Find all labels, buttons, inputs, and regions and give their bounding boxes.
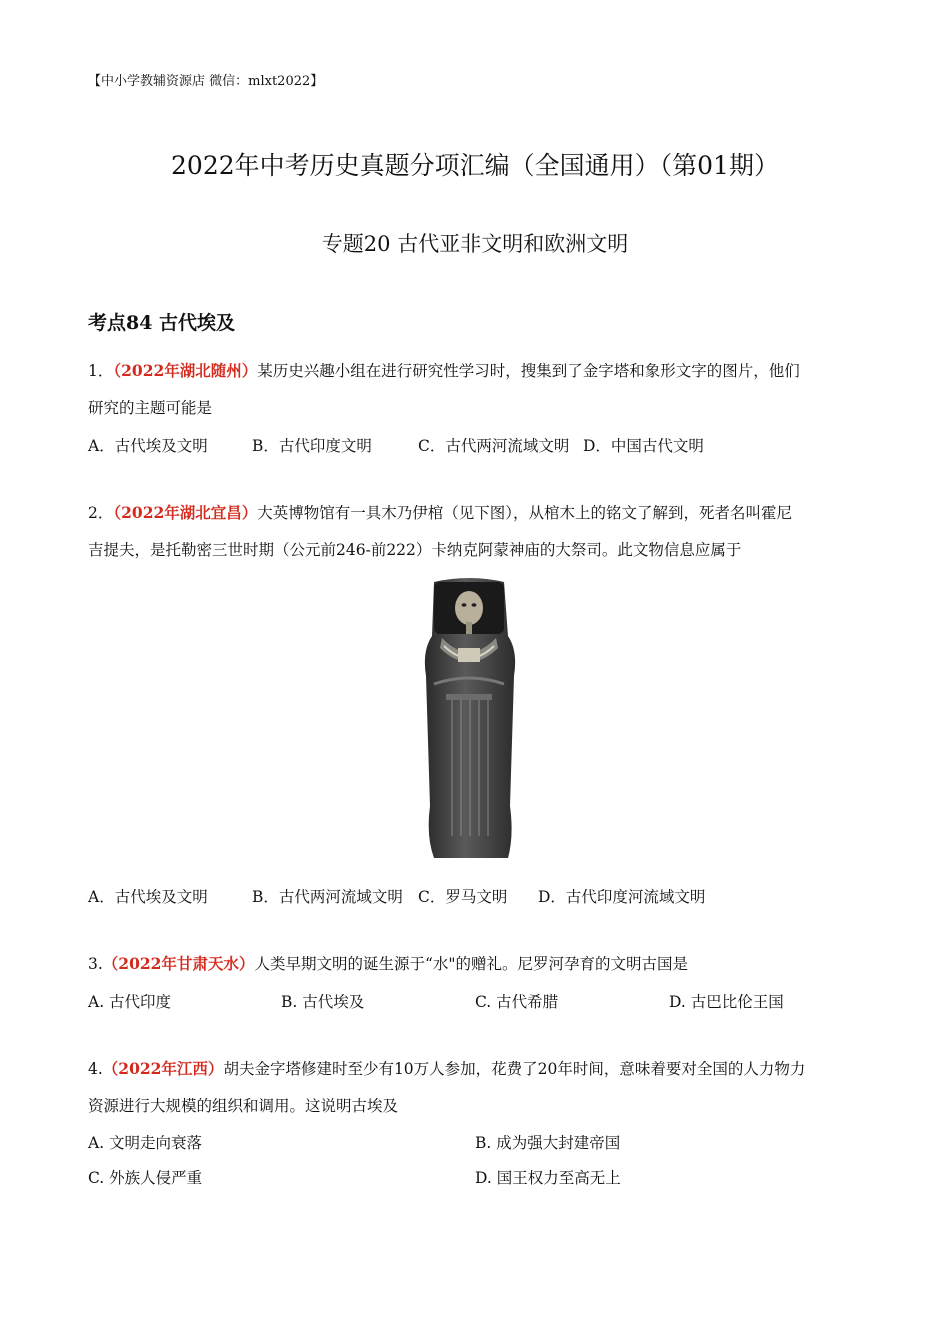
question-4-option-a: A. 文明走向衰落 (88, 1134, 203, 1152)
question-2-option-d: D．古代印度河流域文明 (538, 888, 706, 906)
document-subtitle: 专题20 古代亚非文明和欧洲文明 (321, 232, 629, 256)
question-text: 人类早期文明的诞生源于“水"的赠礼。尼罗河孕育的文明古国是 (254, 955, 688, 973)
header-note: 【中小学教辅资源店 微信：mlxt2022】 (88, 74, 324, 89)
question-number: 3. (88, 955, 103, 973)
question-text: 某历史兴趣小组在进行研究性学习时，搜集到了金字塔和象形文字的图片，他们 (257, 362, 800, 380)
question-1-option-c: C．古代两河流域文明 (418, 437, 570, 455)
question-3-option-a: A. 古代印度 (88, 993, 172, 1011)
section-heading: 考点84 古代埃及 (88, 312, 236, 334)
question-source-tag: （2022年湖北宜昌） (113, 503, 258, 522)
document-title: 2022年中考历史真题分项汇编（全国通用）（第01期） (171, 151, 779, 180)
question-source-tag: （2022年湖北随州） (113, 361, 258, 380)
question-4-line-2: 资源进行大规模的组织和调用。这说明古埃及 (88, 1097, 399, 1115)
question-1-line-2: 研究的主题可能是 (88, 399, 213, 417)
question-number: 1． (88, 362, 114, 380)
question-2-option-a: A．古代埃及文明 (88, 888, 208, 906)
question-1-line-1 (88, 361, 800, 381)
question-3-line-1 (88, 954, 688, 974)
question-source-tag: （2022年甘肃天水） (102, 954, 255, 973)
question-4-option-c: C. 外族人侵严重 (88, 1169, 203, 1187)
question-3-option-b: B. 古代埃及 (281, 993, 365, 1011)
question-text: 大英博物馆有一具木乃伊棺（见下图），从棺木上的铭文了解到，死者名叫霍尼 (257, 504, 793, 522)
question-number: 4. (88, 1060, 103, 1078)
question-4-option-d: D. 国王权力至高无上 (475, 1169, 621, 1187)
question-number: 2． (88, 504, 114, 522)
question-text: 胡夫金字塔修建时至少有10万人参加，花费了20年时间，意味着要对全国的人力物力 (223, 1060, 806, 1078)
question-3-option-c: C. 古代希腊 (475, 993, 559, 1011)
question-4-option-b: B. 成为强大封建帝国 (475, 1134, 621, 1152)
question-4-line-1 (88, 1059, 805, 1079)
question-1-option-a: A．古代埃及文明 (88, 437, 208, 455)
question-2-option-c: C．罗马文明 (418, 888, 508, 906)
mummy-coffin-image (414, 576, 524, 862)
question-2-line-2: 吉提夫，是托勒密三世时期（公元前246-前222）卡纳克阿蒙神庙的大祭司。此文物信息应属于 (88, 541, 742, 559)
question-3-option-d: D. 古巴比伦王国 (669, 993, 784, 1011)
question-1-option-b: B．古代印度文明 (252, 437, 372, 455)
question-2-line-1 (88, 503, 792, 523)
question-2-option-b: B．古代两河流域文明 (252, 888, 403, 906)
question-1-option-d: D．中国古代文明 (583, 437, 704, 455)
question-source-tag: （2022年江西） (102, 1059, 224, 1078)
